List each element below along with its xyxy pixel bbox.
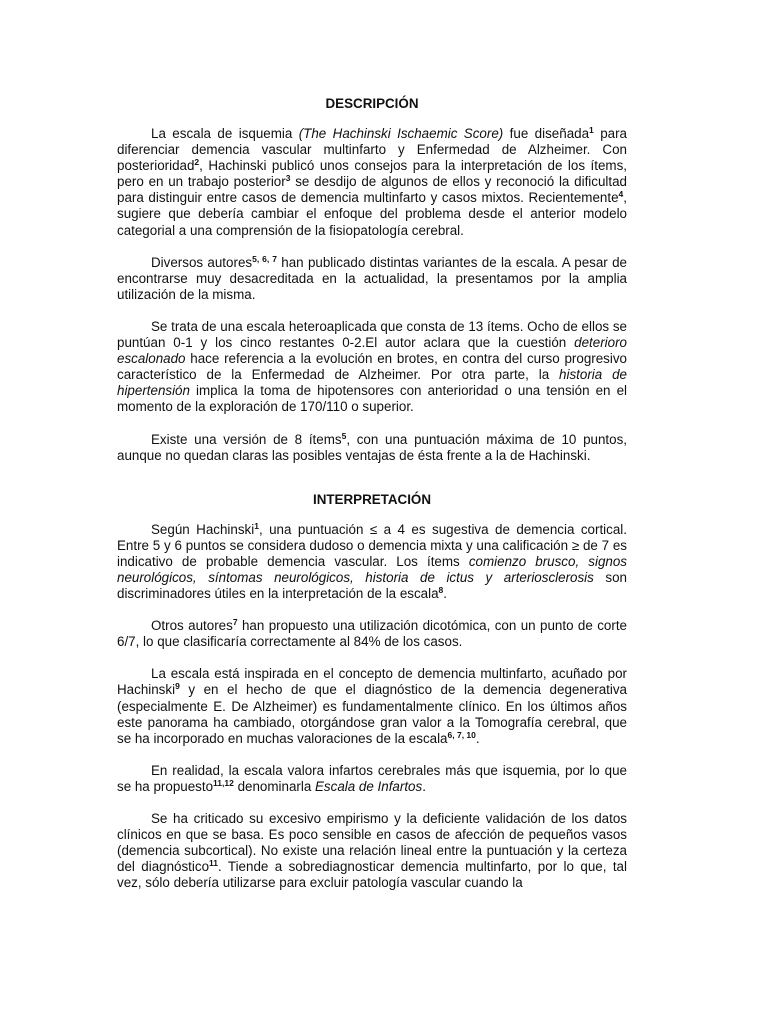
footnote-ref: 7 <box>232 617 238 628</box>
paragraph-description-2 <box>117 255 627 303</box>
text-run: , sugiere que debería cambiar el enfoque del problema desde el anterior modelo categorial a una comprensión de la fisiopatología cerebral. <box>117 190 627 238</box>
text-run: se desdijo de algunos de ellos y reconoció la dificultad para distinguir entre casos de demencia multinfarto y casos mixtos. Recientemente <box>117 174 627 206</box>
paragraph-interpretation-2 <box>117 618 627 650</box>
text-run: . <box>443 586 448 602</box>
paragraph-interpretation-5 <box>117 811 627 891</box>
text-run: Otros autores <box>151 618 233 634</box>
footnote-ref: 4 <box>618 189 624 200</box>
text-run: Se trata de una escala heteroaplicada que consta de 13 ítems. Ocho de ellos se puntúan 0-1 y los cinco restantes 0-2.El autor aclara que la cuestión <box>117 318 627 351</box>
text-run: , con una puntuación máxima de 10 puntos, aunque no quedan claras las posibles ventajas de ésta frente a la de Hachinski. <box>117 431 627 463</box>
text-run: La escala de isquemia <box>151 126 299 141</box>
text-run: son discriminadores útiles en la interpretación de la escala <box>117 569 627 602</box>
text-run: fue diseñada <box>503 126 590 141</box>
footnote-ref: 5 <box>341 430 347 441</box>
italic-term: historia de hipertensión <box>117 367 627 399</box>
text-run: . Tiende a sobrediagnosticar demencia multinfarto, por lo que, tal vez, sólo debería utilizarse para excluir patología vascular cuando la <box>117 859 627 891</box>
text-run: Según Hachinski <box>151 521 255 537</box>
text-run: Existe una versión de 8 ítems <box>151 431 342 447</box>
text-run: hace referencia a la evolución en brotes, en contra del curso progresivo característico de la Enfermedad de Alzheimer. Por otra parte, la <box>117 351 627 383</box>
italic-term: Escala de Infartos <box>315 778 423 794</box>
footnote-ref: 3 <box>285 173 291 184</box>
text-run: denominarla <box>233 778 315 794</box>
italic-term: deterioro escalonado <box>117 335 627 367</box>
footnote-ref: 11 <box>209 858 219 869</box>
paragraph-interpretation-3 <box>117 666 627 746</box>
italic-title: (The Hachinski Ischaemic Score) <box>298 126 504 141</box>
footnote-ref: 6, 7, 10 <box>447 729 476 740</box>
paragraph-interpretation-4 <box>117 763 627 795</box>
text-run: En realidad, la escala valora infartos cerebrales más que isquemia, por lo que se ha propuesto <box>117 762 627 794</box>
text-run: y en el hecho de que el diagnóstico de la demencia degenerativa (especialmente E. De Alzheimer) es fundamentalmente clínico. En los últimos años este panorama ha cambiado, otorgándose gran valor a la Tomografía cerebral, que se ha incorporado en muchas valoraciones de la escala <box>117 682 627 746</box>
text-run: . <box>475 730 480 746</box>
footnote-ref: 2 <box>194 157 200 168</box>
section-heading-descripcion: DESCRIPCIÓN <box>325 96 419 111</box>
text-run: , Hachinski publicó unos consejos para la interpretación de los ítems, pero en un trabajo posterior <box>117 158 627 190</box>
text-run: para diferenciar demencia vascular multinfarto y Enfermedad de Alzheimer. Con posterioridad <box>117 126 627 174</box>
footnote-ref: 1 <box>254 520 259 531</box>
text-run: La escala está inspirada en el concepto de demencia multinfarto, acuñado por Hachinski <box>117 666 627 698</box>
text-run: , una puntuación ≤ a 4 es sugestiva de demencia cortical. Entre 5 y 6 puntos se considera dudoso o demencia mixta y una calificación ≥ de 7 es indicativo de probable demencia vascular. Los ítems <box>117 521 627 569</box>
paragraph-interpretation-1 <box>117 522 627 602</box>
italic-term: comienzo brusco, signos neurológicos, síntomas neurológicos, historia de ictus y arteriosclerosis <box>117 553 627 585</box>
paragraph-description-1 <box>117 126 627 239</box>
footnote-ref: 11,12 <box>213 777 234 788</box>
text-run: . <box>422 778 426 794</box>
section-heading-interpretacion: INTERPRETACIÓN <box>312 491 432 507</box>
document-page <box>117 96 627 907</box>
text-run: Diversos autores <box>151 254 253 270</box>
text-run: han propuesto una utilización dicotómica, con un punto de corte 6/7, lo que clasificaría correctamente al 84% de los casos. <box>117 618 627 650</box>
text-run: Se ha criticado su excesivo empirismo y la deficiente validación de los datos clínicos en que se basa. Es poco sensible en casos de afección de pequeños vasos (demencia subcortical). No existe una relación lineal entre la puntuación y la certeza del diagnóstico <box>117 811 627 875</box>
footnote-ref: 1 <box>589 125 594 135</box>
paragraph-description-4 <box>117 432 627 464</box>
text-run: han publicado distintas variantes de la escala. A pesar de encontrarse muy desacreditada en la actualidad, la presentamos por la amplia utilización de la misma. <box>117 254 627 302</box>
text-run: implica la toma de hipotensores con anterioridad o una tensión en el momento de la exploración de 170/110 o superior. <box>117 383 627 415</box>
footnote-ref: 9 <box>175 681 180 692</box>
footnote-ref: 5, 6, 7 <box>252 253 277 264</box>
paragraph-description-3 <box>117 319 627 416</box>
footnote-ref: 8 <box>438 585 444 596</box>
